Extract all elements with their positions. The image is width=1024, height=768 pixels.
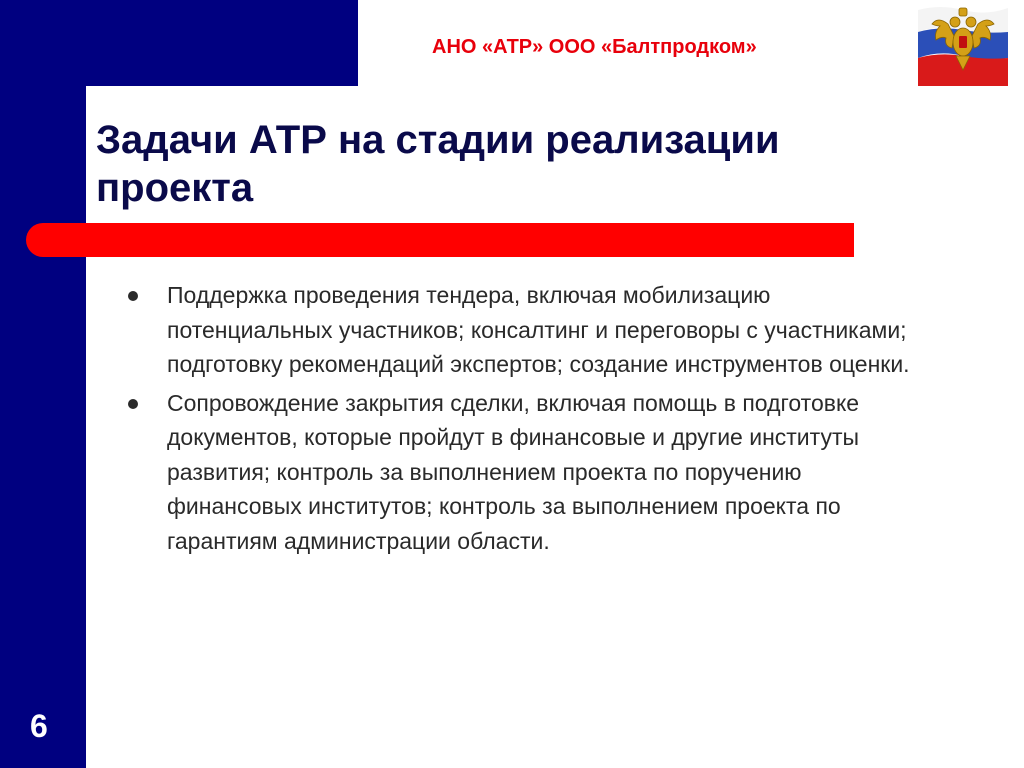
- bullet-text: Поддержка проведения тендера, включая мобилизацию потенциальных участников; консалтинг и переговоры с участниками; подготовку рекомендаций экспертов; создание инструментов оценки.: [167, 282, 910, 377]
- bullet-text: Сопровождение закрытия сделки, включая помощь в подготовке документов, которые пройдут в финансовые и другие институты развития; контроль за выполнением проекта по поручению финансовых институтов; контроль за выполнением проекта по гарантиям администрации области.: [167, 389, 860, 554]
- slide-title: Задачи АТР на стадии реализации проекта: [96, 118, 780, 210]
- top-blue-block: [0, 0, 358, 86]
- bullet-item: [126, 278, 926, 382]
- red-accent-bar: [26, 223, 854, 257]
- bullet-list: [126, 278, 926, 562]
- left-blue-band: [0, 0, 86, 768]
- russian-coat-of-arms-flag-icon: [918, 2, 1008, 86]
- page-number: 6: [30, 708, 48, 744]
- bullet-item: [126, 386, 926, 559]
- header-org-text: АНО «АТР» ООО «Балтпродком»: [432, 36, 757, 58]
- bullet-dot-icon: [128, 291, 138, 301]
- bullet-dot-icon: [128, 399, 138, 409]
